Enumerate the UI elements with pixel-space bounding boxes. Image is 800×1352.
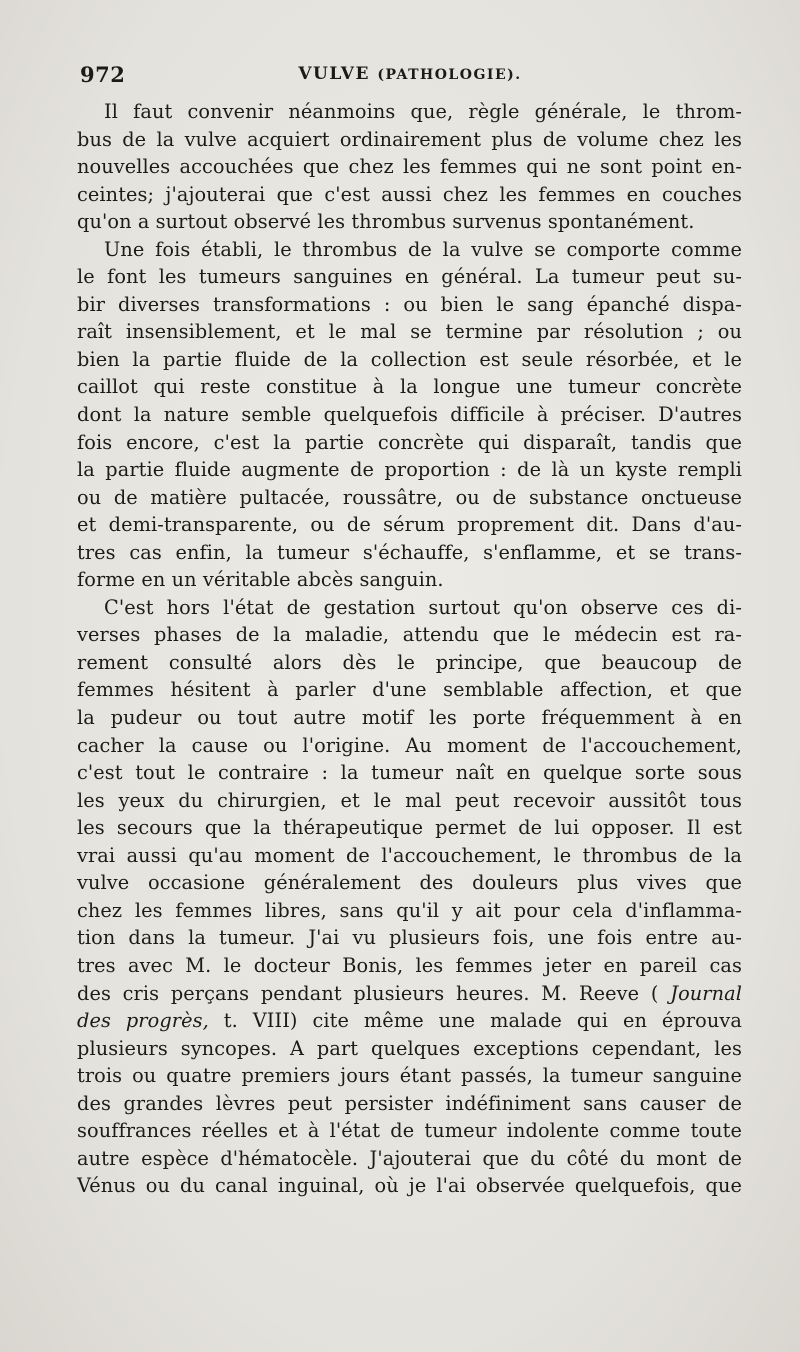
- text-line: des grandes lèvres peut persister indéfiniment sans causer de: [77, 1091, 742, 1115]
- body-text: [77, 98, 742, 1200]
- text-line: le font les tumeurs sanguines en général. La tumeur peut su-: [77, 265, 742, 289]
- text-line: les yeux du chirurgien, et le mal peut recevoir aussitôt tous: [77, 788, 742, 812]
- text-line: rement consulté alors dès le principe, que beaucoup de: [77, 650, 742, 674]
- text-line: raît insensiblement, et le mal se termine par résolution ; ou: [77, 320, 742, 344]
- text-line: chez les femmes libres, sans qu'il y ait pour cela d'inflamma-: [77, 898, 742, 922]
- text-line: fois encore, c'est la partie concrète qui disparaît, tandis que: [77, 430, 742, 454]
- text-line: Vénus ou du canal inguinal, où je l'ai observée quelquefois, que: [77, 1174, 742, 1198]
- text-line: autre espèce d'hématocèle. J'ajouterai que du côté du mont de: [77, 1146, 742, 1170]
- text-line: c'est tout le contraire : la tumeur naît en quelque sorte sous: [77, 761, 742, 785]
- text-line: la partie fluide augmente de proportion : de là un kyste rempli: [77, 458, 742, 482]
- text-line: la pudeur ou tout autre motif les porte fréquemment à en: [77, 706, 742, 730]
- text-line: nouvelles accouchées que chez les femmes qui ne sont point en-: [77, 155, 742, 179]
- text-line: tres avec M. le docteur Bonis, les femmes jeter en pareil cas: [77, 953, 742, 977]
- text-line: tion dans la tumeur. J'ai vu plusieurs fois, une fois entre au-: [77, 926, 742, 950]
- text-line: tres cas enfin, la tumeur s'échauffe, s'enflamme, et se trans-: [77, 540, 742, 564]
- text-line: ceintes; j'ajouterai que c'est aussi chez les femmes en couches: [77, 182, 742, 206]
- text-line: caillot qui reste constitue à la longue une tumeur concrète: [77, 375, 742, 399]
- text-line: trois ou quatre premiers jours étant passés, la tumeur sanguine: [77, 1064, 742, 1088]
- text-line: Il faut convenir néanmoins que, règle générale, le throm-: [104, 100, 742, 123]
- text-line: bien la partie fluide de la collection est seule résorbée, et le: [77, 347, 742, 371]
- text-line: vulve occasione généralement des douleurs plus vives que: [77, 871, 742, 895]
- text-segment: des cris perçans pendant plusieurs heures. M. Reeve (: [77, 981, 659, 1005]
- running-head-title: VULVE: [298, 64, 370, 84]
- page-number: 972: [80, 62, 126, 87]
- running-head-subtitle: (PATHOLOGIE).: [377, 67, 522, 83]
- text-line: verses phases de la maladie, attendu que le médecin est ra-: [77, 623, 742, 647]
- text-line: C'est hors l'état de gestation surtout qu'on observe ces di-: [104, 595, 742, 619]
- italic-journal-title: Journal: [670, 981, 743, 1005]
- text-line-with-italic: [77, 1007, 742, 1035]
- text-line: les secours que la thérapeutique permet de lui opposer. Il est: [77, 816, 742, 840]
- text-line-with-italic: [77, 980, 742, 1008]
- italic-journal-title-cont: des progrès,: [77, 1009, 209, 1033]
- text-line: Une fois établi, le thrombus de la vulve se comporte comme: [104, 237, 742, 261]
- text-line: et demi-transparente, ou de sérum proprement dit. Dans d'au-: [77, 513, 742, 537]
- page-header: [78, 62, 742, 96]
- text-line: forme en un véritable abcès sanguin.: [77, 568, 444, 592]
- running-head: [78, 64, 742, 84]
- text-segment: t. VIII) cite même une malade qui en éprouva: [208, 1009, 742, 1033]
- text-line: femmes hésitent à parler d'une semblable affection, et que: [77, 678, 742, 702]
- text-line: ou de matière pultacée, roussâtre, ou de substance onctueuse: [77, 485, 742, 509]
- text-line: souffrances réelles et à l'état de tumeur indolente comme toute: [77, 1119, 742, 1143]
- text-line: cacher la cause ou l'origine. Au moment de l'accouchement,: [77, 733, 742, 757]
- text-line: bir diverses transformations : ou bien le sang épanché dispa-: [77, 292, 742, 316]
- text-line: bus de la vulve acquiert ordinairement plus de volume chez les: [77, 127, 742, 151]
- text-line: qu'on a surtout observé les thrombus survenus spontanément.: [77, 210, 695, 234]
- text-line: dont la nature semble quelquefois difficile à préciser. D'autres: [77, 403, 742, 427]
- text-line: plusieurs syncopes. A part quelques exceptions cependant, les: [77, 1036, 742, 1060]
- text-line: vrai aussi qu'au moment de l'accouchement, le thrombus de la: [77, 843, 742, 867]
